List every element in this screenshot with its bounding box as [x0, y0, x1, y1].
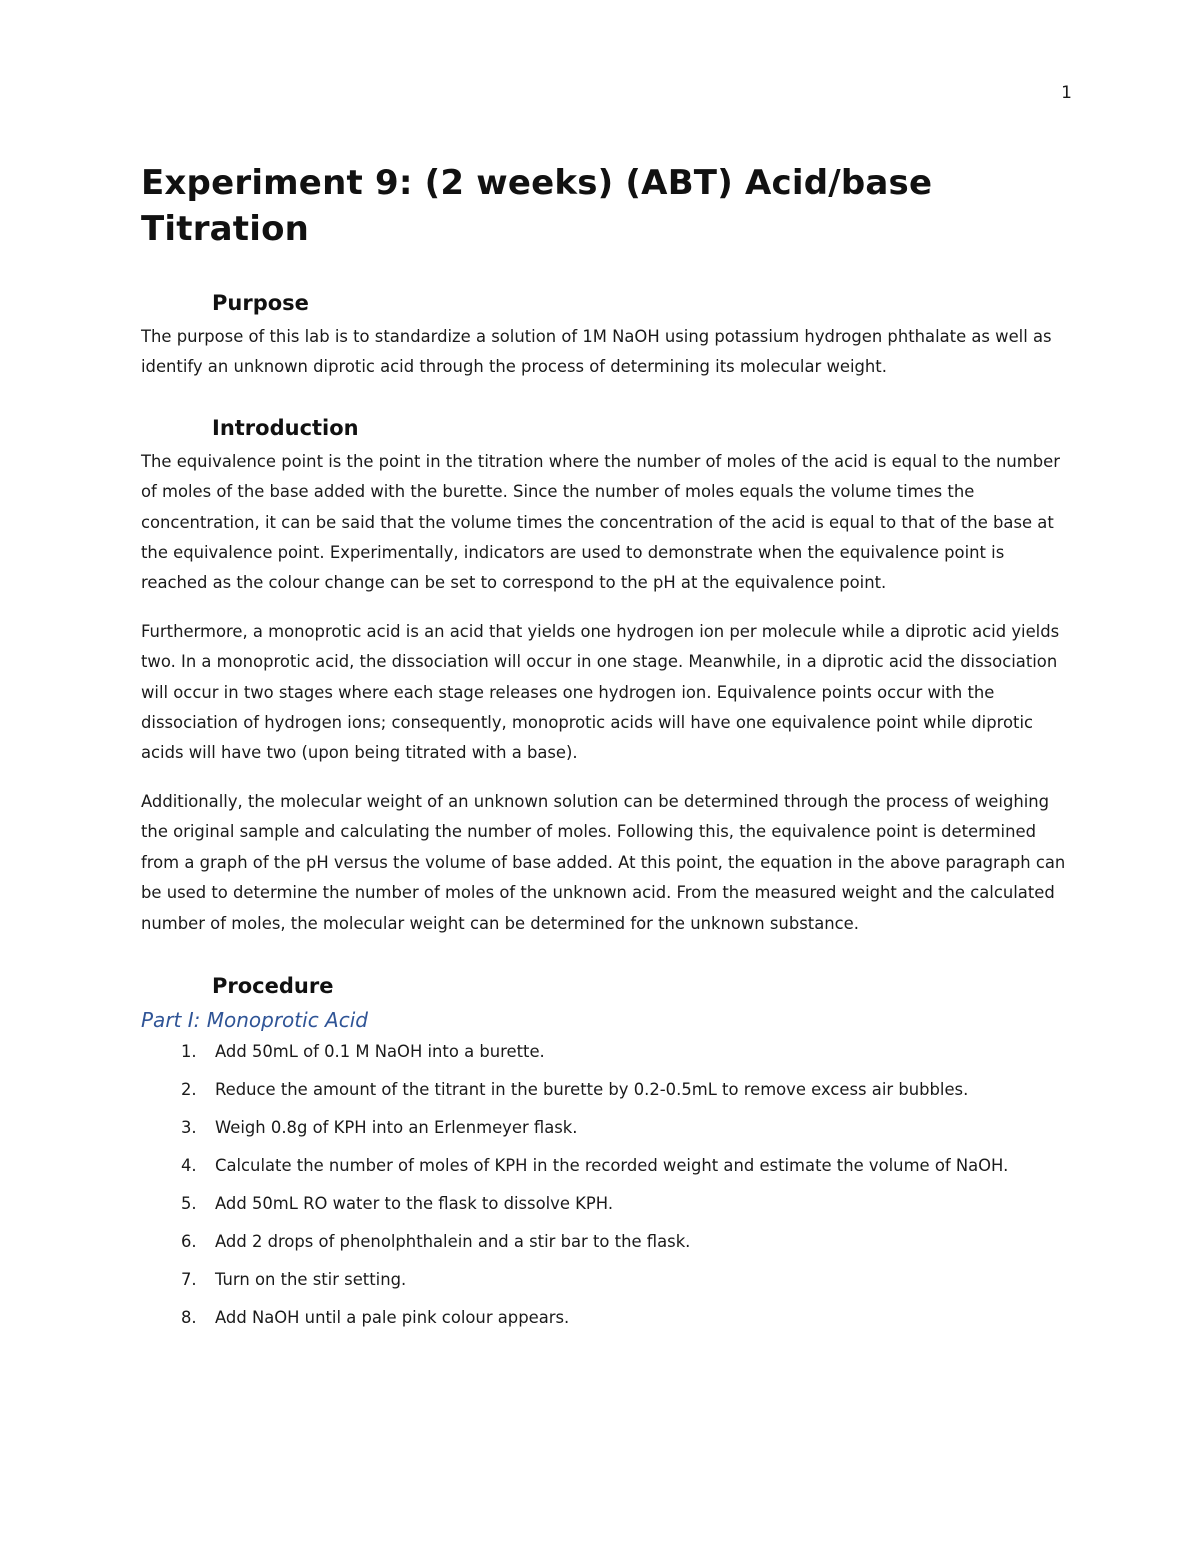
- step-text: Add 2 drops of phenolphthalein and a stir bar to the flask.: [215, 1231, 691, 1251]
- procedure-steps-list: [141, 1037, 1066, 1333]
- step-text: Turn on the stir setting.: [215, 1269, 407, 1289]
- step-number: 8.: [181, 1307, 197, 1327]
- list-item: [141, 1227, 1066, 1257]
- step-number: 5.: [181, 1193, 197, 1213]
- step-text: Reduce the amount of the titrant in the burette by 0.2-0.5mL to remove excess air bubbles.: [215, 1079, 969, 1099]
- purpose-paragraph: The purpose of this lab is to standardize a solution of 1M NaOH using potassium hydrogen phthalate as well as identify an unknown diprotic acid through the process of determining its molecular weight.: [141, 327, 1052, 377]
- step-text: Calculate the number of moles of KPH in the recorded weight and estimate the volume of NaOH.: [215, 1155, 1009, 1175]
- step-text: Weigh 0.8g of KPH into an Erlenmeyer flask.: [215, 1117, 578, 1137]
- list-item: [141, 1303, 1066, 1333]
- introduction-paragraph-3: Additionally, the molecular weight of an unknown solution can be determined through the process of weighing the original sample and calculating the number of moles. Following this, the equivalence point is determined from a graph of the pH versus the volume of base added. At this point, the equation in the above paragraph can be used to determine the number of moles of the unknown acid. From the measured weight and the calculated number of moles, the molecular weight can be determined for the unknown substance.: [141, 791, 1066, 933]
- list-item: [141, 1113, 1066, 1143]
- procedure-heading: Procedure: [212, 973, 334, 998]
- step-number: 4.: [181, 1155, 197, 1175]
- list-item: [141, 1265, 1066, 1295]
- step-number: 3.: [181, 1117, 197, 1137]
- part1-heading: Part I: Monoprotic Acid: [141, 1007, 368, 1032]
- step-number: 1.: [181, 1041, 197, 1061]
- document-body: [141, 160, 1066, 1341]
- step-number: 6.: [181, 1231, 197, 1251]
- introduction-paragraph-2: Furthermore, a monoprotic acid is an acid that yields one hydrogen ion per molecule while a diprotic acid yields two. In a monoprotic acid, the dissociation will occur in one stage. Meanwhile, in a diprotic acid the dissociation will occur in two stages where each stage releases one hydrogen ion. Equivalence points occur with the dissociation of hydrogen ions; consequently, monoprotic acids will have one equivalence point while diprotic acids will have two (upon being titrated with a base).: [141, 621, 1060, 763]
- list-item: [141, 1075, 1066, 1105]
- step-text: Add NaOH until a pale pink colour appears.: [215, 1307, 570, 1327]
- step-text: Add 50mL RO water to the flask to dissolve KPH.: [215, 1193, 614, 1213]
- step-number: 7.: [181, 1269, 197, 1289]
- introduction-paragraph-1: The equivalence point is the point in the titration where the number of moles of the acid is equal to the number of moles of the base added with the burette. Since the number of moles equals the volume times the concentration, it can be said that the volume times the concentration of the acid is equal to that of the base at the equivalence point. Experimentally, indicators are used to demonstrate when the equivalence point is reached as the colour change can be set to correspond to the pH at the equivalence point.: [141, 451, 1060, 593]
- list-item: [141, 1189, 1066, 1219]
- page-number: 1: [1061, 83, 1072, 103]
- list-item: [141, 1151, 1066, 1181]
- purpose-heading: Purpose: [212, 291, 309, 315]
- step-number: 2.: [181, 1079, 197, 1099]
- list-item: [141, 1037, 1066, 1067]
- document-title: Experiment 9: (2 weeks) (ABT) Acid/base Titration: [141, 163, 933, 249]
- introduction-heading: Introduction: [212, 415, 359, 440]
- step-text: Add 50mL of 0.1 M NaOH into a burette.: [215, 1041, 545, 1061]
